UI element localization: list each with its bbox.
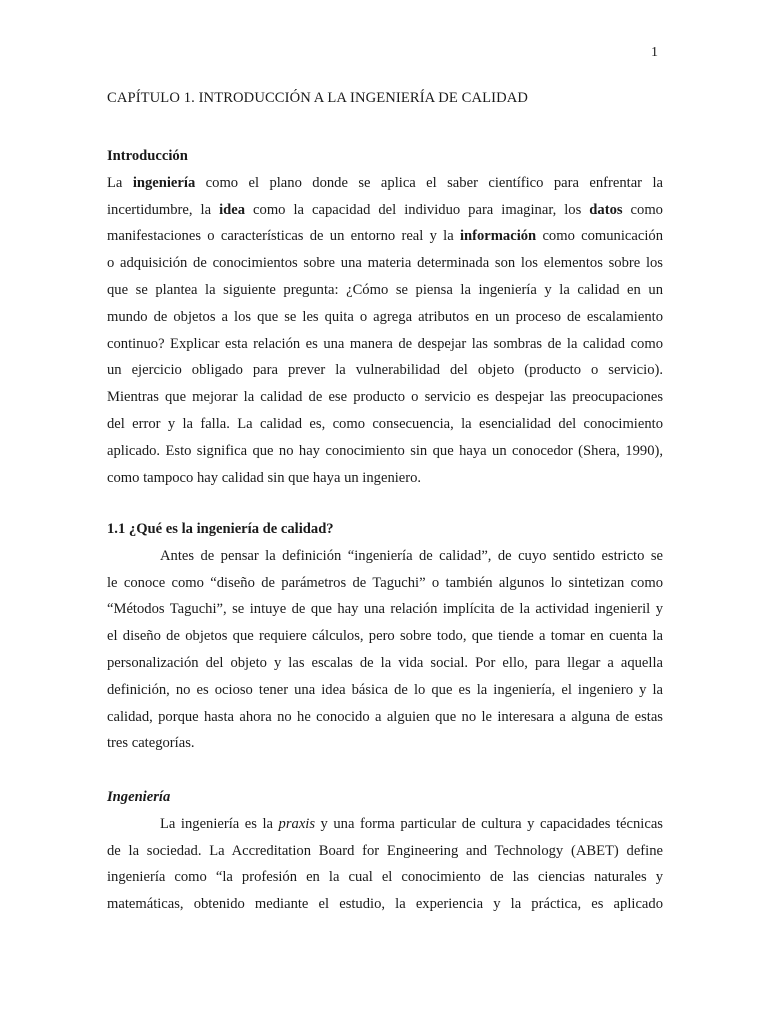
paragraph-line: Antes de pensar la definición “ingeniería de calidad”, de cuyo sentido estricto se bbox=[160, 547, 663, 564]
paragraph-line: La ingeniería como el plano donde se aplica el saber científico para enfrentar la bbox=[107, 174, 663, 191]
ingenieria-section bbox=[107, 784, 663, 918]
paragraph-line: Mientras que mejorar la calidad de ese producto o servicio es despejar las preocupaciones bbox=[107, 389, 663, 406]
keyword-idea: idea bbox=[219, 201, 246, 218]
paragraph-line: definición, no es ocioso tener una idea básica de lo que es la ingeniería, el ingeniero y la bbox=[107, 681, 663, 698]
paragraph-line: de la sociedad. La Accreditation Board for Engineering and Technology (ABET) define bbox=[107, 842, 663, 859]
paragraph-line: incertidumbre, la idea como la capacidad del individuo para imaginar, los datos como bbox=[107, 201, 663, 218]
paragraph-line: que se plantea la siguiente pregunta: ¿Cómo se piensa la ingeniería y la calidad en un bbox=[107, 281, 663, 298]
paragraph-line: aplicado. Esto significa que no hay conocimiento sin que haya un conocedor (Shera, 1990), bbox=[107, 442, 663, 459]
paragraph-line: el diseño de objetos que requiere cálculos, pero sobre todo, que tiende a tomar en cuenta la bbox=[107, 628, 663, 645]
paragraph-line: matemáticas, obtenido mediante el estudio, la experiencia y la práctica, es aplicado bbox=[107, 896, 663, 913]
paragraph-line: le conoce como “diseño de parámetros de Taguchi” o también algunos lo sintetizan como bbox=[107, 574, 663, 591]
keyword-informacion: información bbox=[459, 228, 537, 245]
paragraph-line: tres categorías. bbox=[107, 735, 195, 752]
paragraph-line: La ingeniería es la praxis y una forma particular de cultura y capacidades técnicas bbox=[160, 815, 663, 832]
paragraph-line: manifestaciones o características de un entorno real y la información como comunicación bbox=[107, 228, 663, 245]
intro-heading: Introducción bbox=[107, 148, 188, 164]
section-1-1 bbox=[107, 516, 663, 757]
paragraph-line: del error y la falla. La calidad es, como consecuencia, la esencialidad del conocimiento bbox=[107, 415, 663, 432]
paragraph-line: como tampoco hay calidad sin que haya un ingeniero. bbox=[107, 469, 422, 486]
paragraph-line: ingeniería como “la profesión en la cual el conocimiento de las ciencias naturales y bbox=[107, 869, 663, 886]
paragraph-line: mundo de objetos a los que se les quita o agrega atributos en un proceso de escalamiento bbox=[107, 308, 663, 325]
keyword-ingenieria: ingeniería bbox=[132, 174, 196, 191]
paragraph-line: o adquisición de conocimientos sobre una materia determinada son los elementos sobre los bbox=[107, 255, 663, 272]
paragraph-line: continuo? Explicar esta relación es una manera de despejar las sombras de la calidad como bbox=[107, 335, 663, 352]
page-number: 1 bbox=[651, 45, 658, 60]
paragraph-line: “Métodos Taguchi”, se intuye de que hay una relación implícita de la actividad ingenieril y bbox=[107, 601, 663, 618]
paragraph-line: un ejercicio obligado para prever la vulnerabilidad del objeto (producto o servicio). bbox=[107, 362, 663, 379]
intro-section bbox=[107, 143, 663, 491]
chapter-title: CAPÍTULO 1. INTRODUCCIÓN A LA INGENIERÍA DE CALIDAD bbox=[107, 90, 528, 106]
section-heading: 1.1 ¿Qué es la ingeniería de calidad? bbox=[107, 521, 334, 537]
term-praxis: praxis bbox=[278, 815, 316, 832]
keyword-datos: datos bbox=[589, 201, 623, 218]
paragraph-line: calidad, porque hasta ahora no he conocido a alguien que no le interesara a alguna de estas bbox=[107, 708, 663, 725]
paragraph-line: personalización del objeto y las escalas de la vida social. Por ello, para llegar a aquella bbox=[107, 654, 663, 671]
subsection-heading: Ingeniería bbox=[107, 789, 171, 805]
